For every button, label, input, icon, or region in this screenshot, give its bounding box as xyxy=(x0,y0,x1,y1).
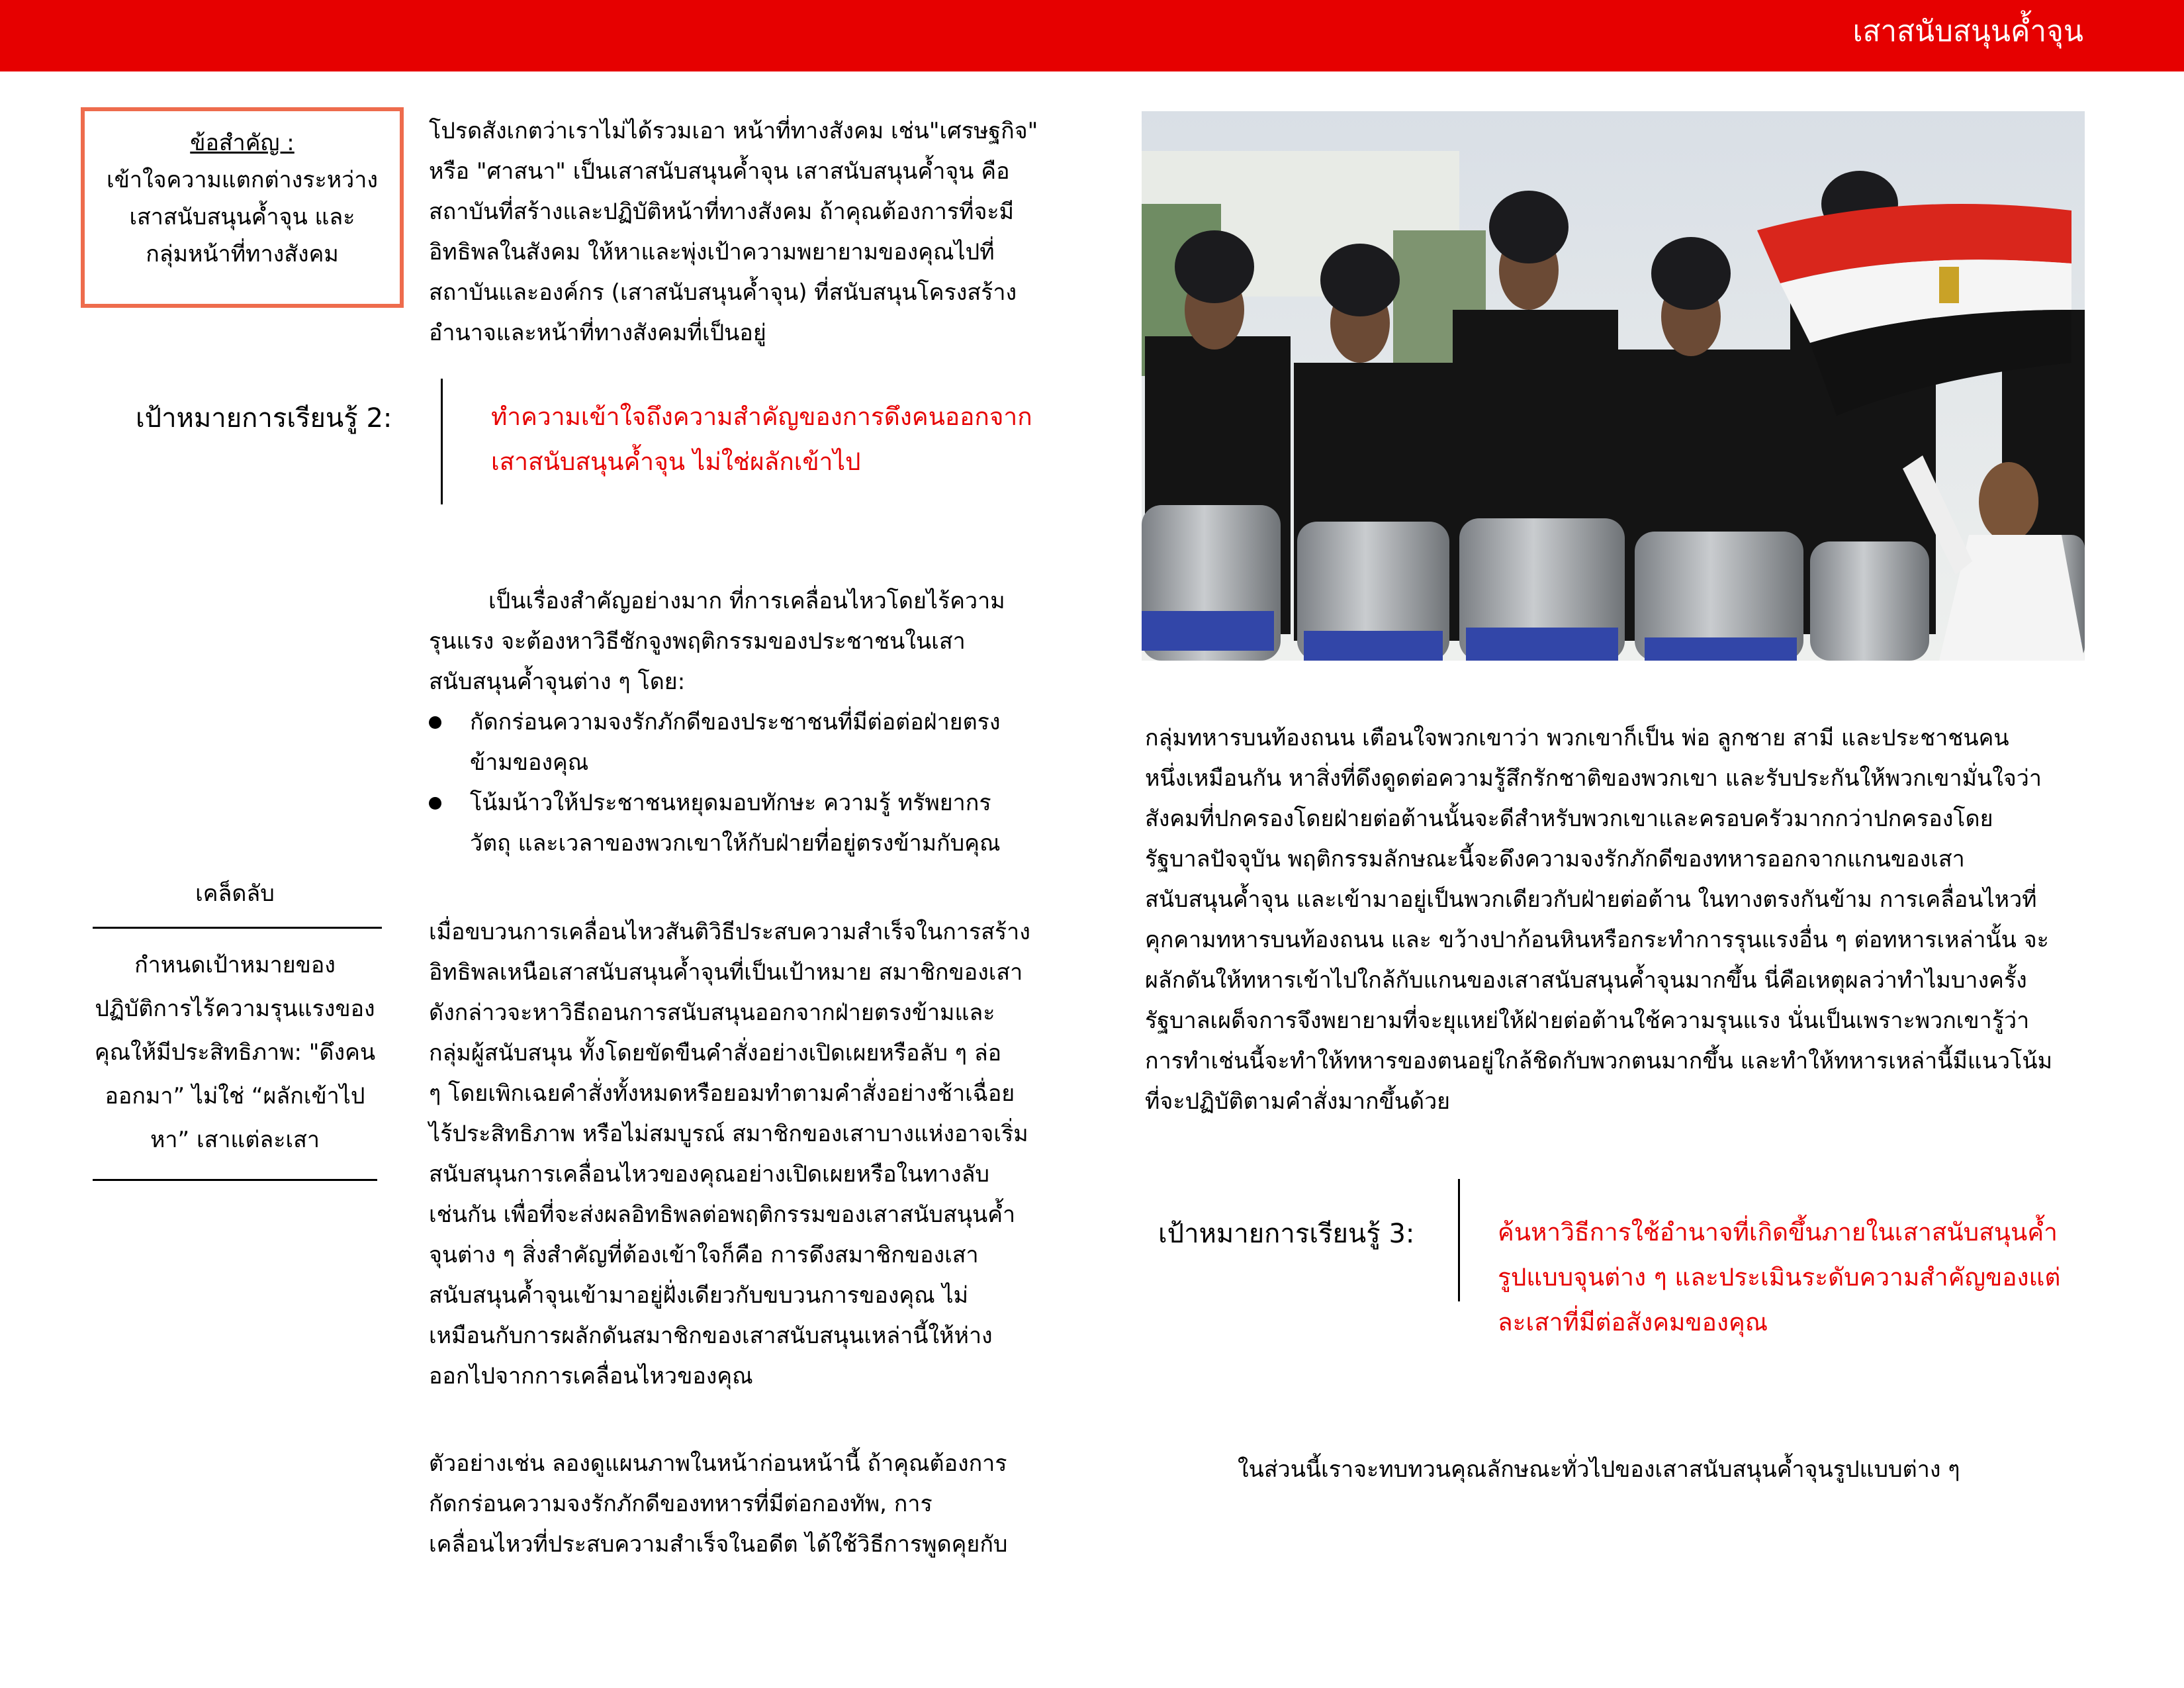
text-line: รัฐบาลปัจจุบัน พฤติกรรมลักษณะนี้จะดึงความจงรักภักดีของทหารออกจากแกนของเสา xyxy=(1145,846,1965,872)
text-line: หา” เสาแต่ละเสา xyxy=(150,1127,320,1153)
text-line: ออกมา” ไม่ใช่ “ผลักเข้าไป xyxy=(105,1083,365,1109)
text-line: เคลื่อนไหวที่ประสบความสำเร็จในอดีต ได้ใช้วิธีการพูดคุยกับ xyxy=(429,1531,1008,1558)
header-title: เสาสนับสนุนค้ำจุน xyxy=(1852,15,2083,48)
bullet-list xyxy=(429,702,1058,864)
text-line: โปรดสังเกตว่าเราไม่ได้รวมเอา หน้าที่ทางสังคม เช่น"เศรษฐกิจ" xyxy=(429,118,1038,144)
success-paragraph xyxy=(429,912,1058,1397)
callout-line: เสาสนับสนุนค้ำจุน และ xyxy=(129,204,355,230)
text-line: หรือ "ศาสนา" เป็นเสาสนับสนุนค้ำจุน เสาสนับสนุนค้ำจุน คือ xyxy=(429,158,1010,185)
text-line: สถาบันที่สร้างและปฏิบัติหน้าที่ทางสังคม ถ้าคุณต้องการที่จะมี xyxy=(429,199,1015,225)
text-line: กัดกร่อนความจงรักภักดีของทหารที่มีต่อกองทัพ, การ xyxy=(429,1491,933,1517)
text-line: หนึ่งเหมือนกัน หาสิ่งที่ดึงดูดต่อความรู้สึกรักชาติของพวกเขา และรับประกันให้พวกเขามั่นใจว่า xyxy=(1145,765,2042,792)
photo-icon xyxy=(1142,111,2085,661)
bullet-icon xyxy=(429,716,441,729)
text-line: สังคมที่ปกครองโดยฝ่ายต่อต้านนั้นจะดีสำหรับพวกเขาและครอบครัวมากกว่าปกครองโดย xyxy=(1145,806,1993,832)
text-line: สนับสนุนค้ำจุนต่าง ๆ โดย: xyxy=(429,669,686,695)
text-line: เมื่อขบวนการเคลื่อนไหวสันติวิธีประสบความสำเร็จในการสร้าง xyxy=(429,919,1030,945)
callout-line: เข้าใจความแตกต่างระหว่าง xyxy=(107,167,378,193)
text-line: สนับสนุนการเคลื่อนไหวของคุณอย่างเปิดเผยหรือในทางลับ xyxy=(429,1161,990,1188)
text-line: ๆ โดยเพิกเฉยคำสั่งทั้งหมดหรือยอมทำตามคำสั่งอย่างช้าเฉื่อย xyxy=(429,1080,1015,1107)
tip-divider-top xyxy=(93,927,382,929)
text-line: เสาสนับสนุนค้ำจุน ไม่ใช่ผลักเข้าไป xyxy=(491,447,861,476)
bullet-icon xyxy=(429,797,441,810)
text-line: อิทธิพลในสังคม ให้หาและพุ่งเป้าความพยายามของคุณไปที่ xyxy=(429,239,995,265)
text-line: สถาบันและองค์กร (เสาสนับสนุนค้ำจุน) ที่สนับสนุนโครงสร้าง xyxy=(429,279,1017,306)
text-line xyxy=(429,581,1058,622)
text-line: รัฐบาลเผด็จการจึงพยายามที่จะยุแหย่ให้ฝ่ายต่อต้านใช้ความรุนแรง นั่นเป็นเพราะพวกเขารู้ว่า xyxy=(1145,1008,2030,1034)
text-line: ออกไปจากการเคลื่อนไหวของคุณ xyxy=(429,1363,753,1389)
text-line: จุนต่าง ๆ สิ่งสำคัญที่ต้องเข้าใจก็คือ การดึงสมาชิกของเสา xyxy=(429,1242,979,1268)
text-line: อำนาจและหน้าที่ทางสังคมที่เป็นอยู่ xyxy=(429,320,766,346)
text-line: เช่นกัน เพื่อที่จะส่งผลอิทธิพลต่อพฤติกรรมของเสาสนับสนุนค้ำ xyxy=(429,1201,1016,1228)
text-line: ตัวอย่างเช่น ลองดูแผนภาพในหน้าก่อนหน้านี้ ถ้าคุณต้องการ xyxy=(429,1450,1007,1477)
example-paragraph xyxy=(429,1444,1058,1565)
tip-text xyxy=(93,943,377,1162)
text-line: ผลักดันให้ทหารเข้าไปใกล้กับแกนของเสาสนับสนุนค้ำจุนมากขึ้น นี่คือเหตุผลว่าทำไมบางครั้ง xyxy=(1145,967,2027,994)
text-line: ทำความเข้าใจถึงความสำคัญของการดึงคนออกจาก xyxy=(491,402,1032,431)
intro-paragraph xyxy=(429,111,1058,353)
goal3-label: เป้าหมายการเรียนรู้ 3: xyxy=(1158,1219,1415,1249)
callout-box xyxy=(81,107,404,308)
text-line: สนับสนุนค้ำจุนเข้ามาอยู่ฝั่งเดียวกับขบวนการของคุณ ไม่ xyxy=(429,1282,968,1309)
text-line: รุนแรง จะต้องหาวิธีชักจูงพฤติกรรมของประชาชนในเสา xyxy=(429,628,966,655)
bullet-item xyxy=(429,783,1058,864)
pull-paragraph xyxy=(429,581,1058,864)
section-summary: ในส่วนนี้เราจะทบทวนคุณลักษณะทั่วไปของเสาสนับสนุนค้ำจุนรูปแบบต่าง ๆ xyxy=(1238,1456,1960,1483)
text-line: ละเสาที่มีต่อสังคมของคุณ xyxy=(1498,1308,1768,1336)
text-line: ปฏิบัติการไร้ความรุนแรงของ xyxy=(95,996,375,1022)
text-line: ไร้ประสิทธิภาพ หรือไม่สมบูรณ์ สมาชิกของเสาบางแห่งอาจเริ่ม xyxy=(429,1121,1028,1147)
goal3-text xyxy=(1498,1210,2093,1345)
soldiers-paragraph xyxy=(1145,718,2091,1122)
text-line: รูปแบบจุนต่าง ๆ และประเมินระดับความสำคัญของแต่ xyxy=(1498,1263,2061,1291)
goal2-text xyxy=(491,395,1073,485)
text-line: กัดกร่อนความจงรักภักดีของประชาชนที่มีต่อต่อฝ่ายตรง xyxy=(470,709,1001,735)
goal2-divider xyxy=(441,379,443,504)
goal2-label: เป้าหมายการเรียนรู้ 2: xyxy=(136,403,392,434)
text-line: ข้ามของคุณ xyxy=(470,749,589,776)
text-span: เป็นเรื่องสำคัญอย่างมาก ที่การเคลื่อนไหวโดยไร้ความ xyxy=(488,588,1005,614)
text-line: การทำเช่นนี้จะทำให้ทหารของตนอยู่ใกล้ชิดกับพวกตนมากขึ้น และทำให้ทหารเหล่านี้มีแนวโน้ม xyxy=(1145,1048,2053,1074)
callout-title: ข้อสำคัญ : xyxy=(190,130,295,156)
text-line: วัตถุ และเวลาของพวกเขาให้กับฝ่ายที่อยู่ตรงข้ามกับคุณ xyxy=(470,830,1001,857)
callout-line: กลุ่มหน้าที่ทางสังคม xyxy=(146,241,339,267)
text-line: กลุ่มทหารบนท้องถนน เตือนใจพวกเขาว่า พวกเขาก็เป็น พ่อ ลูกชาย สามี และประชาชนคน xyxy=(1145,725,2009,751)
text-line: คุกคามทหารบนท้องถนน และ ขว้างปาก้อนหินหรือกระทำการรุนแรงอื่น ๆ ต่อทหารเหล่านั้น จะ xyxy=(1145,927,2049,953)
bullet-item xyxy=(429,702,1058,783)
goal3-divider xyxy=(1458,1179,1460,1301)
text-line: สนับสนุนค้ำจุน และเข้ามาอยู่เป็นพวกเดียวกับฝ่ายต่อต้าน ในทางตรงกันข้าม การเคลื่อนไหวที่ xyxy=(1145,886,2037,913)
text-line: โน้มน้าวให้ประชาชนหยุดมอบทักษะ ความรู้ ทรัพยากร xyxy=(470,790,991,816)
text-line: ค้นหาวิธีการใช้อำนาจที่เกิดขึ้นภายในเสาสนับสนุนค้ำ xyxy=(1498,1218,2058,1246)
tip-title: เคล็ดลับ xyxy=(195,880,275,907)
photo-riot-police-with-flag xyxy=(1142,111,2085,661)
text-line: คุณให้มีประสิทธิภาพ: "ดึงคน xyxy=(94,1039,376,1066)
text-line: ดังกล่าวจะหาวิธีถอนการสนับสนุนออกจากฝ่ายตรงข้ามและ xyxy=(429,1000,995,1026)
tip-divider-bottom xyxy=(93,1179,377,1181)
text-line: ที่จะปฏิบัติตามคำสั่งมากขึ้นด้วย xyxy=(1145,1088,1451,1115)
text-line: กำหนดเป้าหมายของ xyxy=(134,952,336,978)
text-line: อิทธิพลเหนือเสาสนับสนุนค้ำจุนที่เป็นเป้าหมาย สมาชิกของเสา xyxy=(429,959,1023,986)
text-line: เหมือนกับการผลักดันสมาชิกของเสาสนับสนุนเหล่านี้ให้ห่าง xyxy=(429,1323,993,1349)
text-line: กลุ่มผู้สนับสนุน ทั้งโดยขัดขืนคำสั่งอย่างเปิดเผยหรือลับ ๆ ล่อ xyxy=(429,1040,1002,1066)
